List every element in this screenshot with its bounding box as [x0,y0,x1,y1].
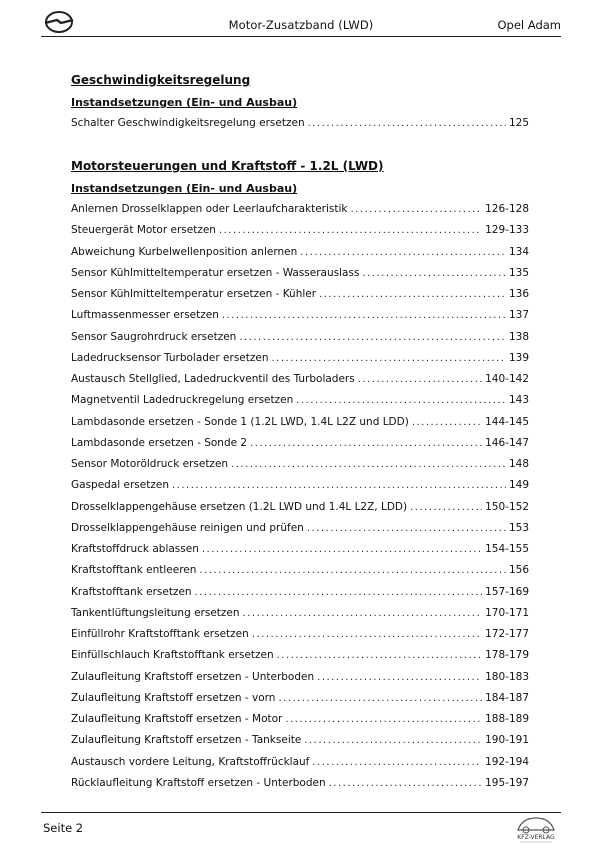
toc-entry-label: Sensor Motoröldruck ersetzen [71,458,229,470]
toc-entry-page: 153 [508,521,529,534]
toc-leader-dots [362,268,506,280]
toc-leader-dots [202,544,482,556]
document-title: Motor-Zusatzband (LWD) [228,18,374,32]
toc-entry[interactable] [71,309,529,323]
toc-entry-page: 143 [508,394,529,407]
toc-entry-page: 192-194 [485,755,529,768]
publisher-logo-text: KFZ-VERLAG [517,834,555,841]
toc-entry[interactable] [71,331,529,345]
toc-leader-dots [307,523,506,535]
toc-entry-label: Abweichung Kurbelwellenposition anlernen [71,245,298,258]
toc-entry[interactable] [71,373,529,387]
toc-entry-label: Lambdasonde ersetzen - Sonde 2 [71,436,248,449]
toc-entry[interactable] [71,543,529,557]
toc-entry-page: 148 [508,458,529,470]
toc-leader-dots [312,757,482,769]
toc-leader-dots [250,438,482,450]
toc-entry-label: Anlernen Drosselklappen oder Leerlaufcharakteristik [71,203,348,215]
toc-leader-dots [222,310,506,322]
toc-entry-label: Austausch Stellglied, Ladedruckventil des Turboladers [71,373,355,385]
toc-entry-page: 140-142 [485,373,529,385]
toc-entry-page: 125 [508,117,529,129]
toc-entry[interactable] [71,586,529,600]
vehicle-model: Opel Adam [497,18,561,32]
toc-entry-page: 137 [508,309,529,322]
toc-leader-dots [350,204,482,216]
toc-entry[interactable] [71,224,529,238]
toc-entry[interactable] [71,756,529,770]
page-header [41,10,561,37]
toc-entry[interactable] [71,777,529,791]
toc-entry[interactable] [71,394,529,408]
toc-entry-label: Sensor Kühlmitteltemperatur ersetzen - Wasserauslass [71,266,360,279]
toc-entry-page: 180-183 [485,670,529,683]
toc-entry-page: 154-155 [485,543,529,555]
toc-entry[interactable] [71,352,529,366]
toc-entry[interactable] [71,734,529,748]
toc-leader-dots [410,502,482,514]
toc-entry-label: Sensor Saugrohrdruck ersetzen [71,330,237,343]
toc-leader-dots [358,374,482,386]
section-subtitle: Instandsetzungen (Ein- und Ausbau) [71,182,298,195]
toc-entry[interactable] [71,458,529,472]
toc-entry-label: Steuergerät Motor ersetzen [71,224,216,237]
toc-leader-dots [329,778,483,790]
toc-entry-label: Kraftstofftank entleeren [71,564,197,577]
toc-entry-page: 136 [508,288,529,300]
toc-entry-page: 129-133 [485,224,529,237]
toc-entry[interactable] [71,564,529,578]
publisher-logo-icon [512,814,560,844]
toc-leader-dots [412,417,482,429]
toc-entry-page: 178-179 [485,649,529,662]
toc-entry-label: Lambdasonde ersetzen - Sonde 1 (1.2L LWD, 1.4L L2Z und LDD) [71,415,409,428]
toc-entry-page: 156 [508,564,529,577]
toc-entry[interactable] [71,246,529,260]
toc-leader-dots [285,714,482,726]
toc-entry-page: 172-177 [485,628,529,640]
toc-leader-dots [231,459,506,471]
toc-entry-page: 190-191 [485,734,529,747]
toc-entry-page: 134 [508,245,529,258]
toc-leader-dots [296,395,506,407]
toc-entry[interactable] [71,288,529,302]
toc-leader-dots [195,587,483,599]
toc-leader-dots [252,629,482,641]
toc-entry-page: 138 [508,330,529,343]
toc-entry-label: Drosselklappengehäuse ersetzen (1.2L LWD und 1.4L L2Z, LDD) [71,500,408,513]
toc-entry[interactable] [71,671,529,685]
toc-entry[interactable] [71,501,529,515]
toc-leader-dots [199,565,506,577]
toc-leader-dots [172,480,506,492]
toc-leader-dots [308,118,506,130]
toc-entry-label: Kraftstofftank ersetzen [71,585,192,598]
toc-entry-page: 149 [508,479,529,492]
toc-entry-page: 135 [508,266,529,279]
toc-entry[interactable] [71,416,529,430]
toc-entry[interactable] [71,437,529,451]
toc-entry-label: Drosselklappengehäuse reinigen und prüfen [71,521,304,534]
section-title: Geschwindigkeitsregelung [71,73,251,87]
toc-entry-page: 126-128 [485,203,529,215]
toc-entry-page: 150-152 [485,500,529,513]
toc-entry-label: Rücklaufleitung Kraftstoff ersetzen - Unterboden [71,776,326,789]
toc-entry-page: 195-197 [485,776,529,789]
toc-entry[interactable] [71,267,529,281]
toc-leader-dots [300,247,506,259]
toc-entry[interactable] [71,713,529,727]
toc-entry[interactable] [71,607,529,621]
toc-entry[interactable] [71,117,529,131]
toc-entry-label: Austausch vordere Leitung, Kraftstoffrücklauf [71,755,310,768]
section-title: Motorsteuerungen und Kraftstoff - 1.2L (LWD) [71,159,384,173]
toc-leader-dots [317,672,482,684]
toc-entry-label: Gaspedal ersetzen [71,479,169,492]
toc-entry[interactable] [71,692,529,706]
toc-entry[interactable] [71,649,529,663]
toc-entry-page: 170-171 [485,606,529,619]
toc-entry-page: 184-187 [485,691,529,704]
toc-entry-label: Einfüllrohr Kraftstofftank ersetzen [71,628,249,640]
toc-entry-label: Luftmassenmesser ersetzen [71,309,219,322]
toc-entry-label: Zulaufleitung Kraftstoff ersetzen - Motor [71,713,283,725]
toc-entry-label: Tankentlüftungsleitung ersetzen [71,606,240,619]
page-number: Seite 2 [43,821,84,835]
toc-leader-dots [239,332,506,344]
toc-entry-label: Sensor Kühlmitteltemperatur ersetzen - Kühler [71,288,317,300]
toc-leader-dots [219,225,482,237]
toc-entry[interactable] [71,203,529,217]
toc-entry-label: Einfüllschlauch Kraftstofftank ersetzen [71,649,274,662]
toc-entry-page: 144-145 [485,415,529,428]
toc-leader-dots [278,693,482,705]
toc-entry-page: 139 [508,351,529,364]
toc-entry[interactable] [71,479,529,493]
toc-entry-label: Ladedrucksensor Turbolader ersetzen [71,351,269,364]
toc-leader-dots [243,608,483,620]
toc-entry-label: Zulaufleitung Kraftstoff ersetzen - Tankseite [71,734,302,747]
toc-entry-label: Schalter Geschwindigkeitsregelung ersetzen [71,117,305,129]
toc-entry[interactable] [71,628,529,642]
toc-entry-label: Magnetventil Ladedruckregelung ersetzen [71,394,294,407]
toc-leader-dots [277,650,482,662]
toc-leader-dots [304,735,482,747]
section-subtitle: Instandsetzungen (Ein- und Ausbau) [71,96,298,109]
footer-divider [41,812,561,813]
toc-entry[interactable] [71,522,529,536]
toc-leader-dots [319,289,506,301]
toc-entry-label: Zulaufleitung Kraftstoff ersetzen - Unterboden [71,670,315,683]
toc-entry-label: Zulaufleitung Kraftstoff ersetzen - vorn [71,691,276,704]
toc-entry-label: Kraftstoffdruck ablassen [71,543,199,555]
toc-entry-page: 188-189 [485,713,529,725]
toc-entry-page: 157-169 [485,585,529,598]
toc-leader-dots [272,353,506,365]
toc-entry-page: 146-147 [485,436,529,449]
